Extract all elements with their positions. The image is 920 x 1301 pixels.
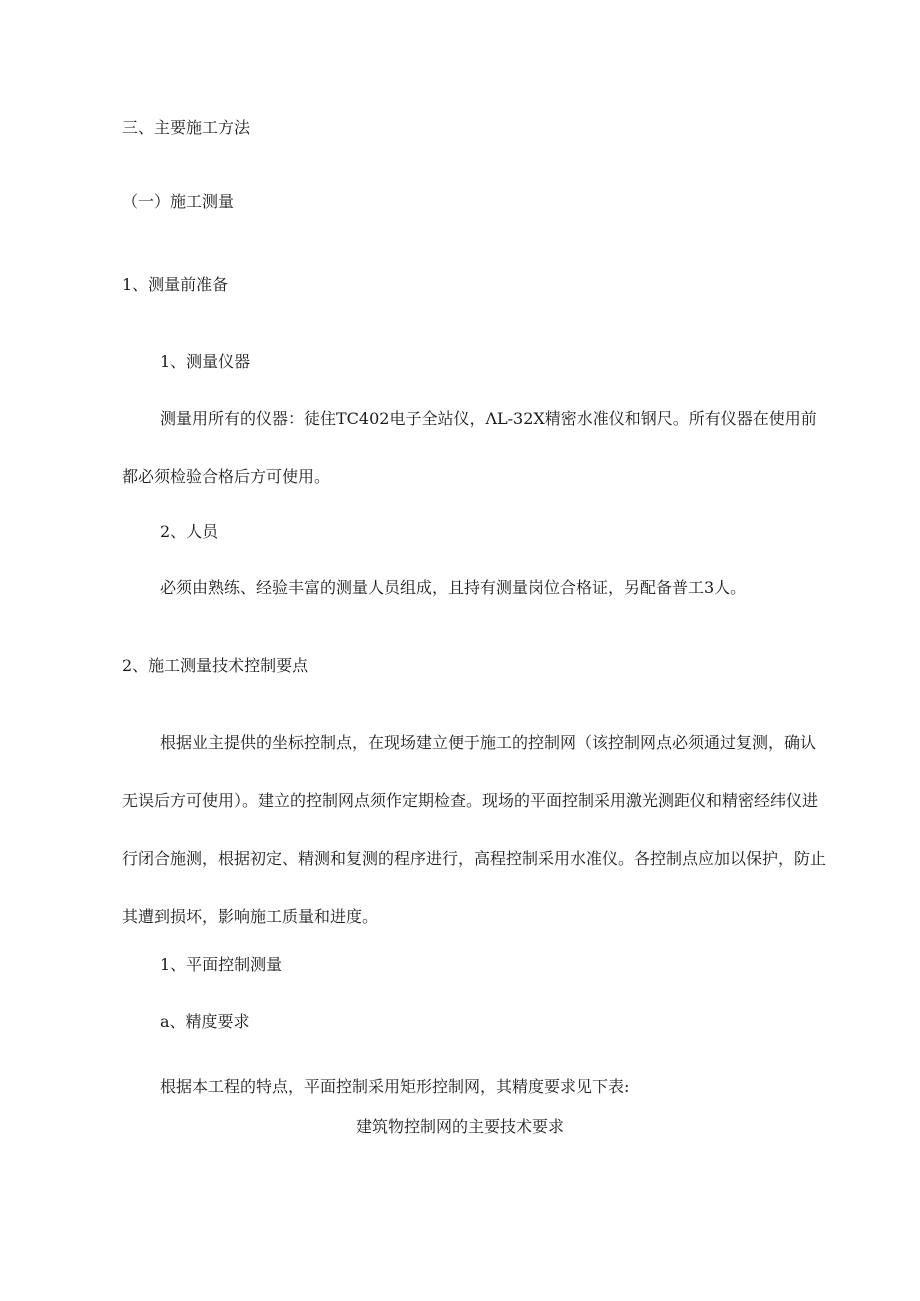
heading-preparation: 1、测量前准备	[122, 275, 229, 294]
section-heading: 三、主要施工方法	[122, 118, 251, 137]
heading-precision: a、精度要求	[160, 1012, 250, 1031]
paragraph-instruments: 测量用所有的仪器：徒住TC402电子全站仪，ΛL-32X精密水准仪和钢尺。所有仪器在使用前都必须检验合格后方可使用。	[122, 409, 817, 486]
heading-staff: 2、人员	[160, 522, 219, 541]
subsection-heading: （一）施工测量	[122, 192, 235, 211]
heading-instruments: 1、测量仪器	[160, 352, 251, 371]
table-title: 建筑物控制网的主要技术要求	[355, 1117, 564, 1136]
paragraph-precision: 根据本工程的特点，平面控制采用矩形控制网，其精度要求见下表:	[160, 1077, 630, 1096]
paragraph-control: 根据业主提供的坐标控制点，在现场建立便于施工的控制网（该控制网点必须通过复测，确认无误后方可使用）。建立的控制网点须作定期检查。现场的平面控制采用激光测距仪和精密经纬仪进行闭合施测，根据初定、精测和复测的程序进行，高程控制采用水准仪。各控制点应加以保护，防止其遭到损坏，影响施工质量和进度。	[122, 733, 827, 926]
heading-plane-control: 1、平面控制测量	[160, 955, 283, 974]
heading-control-points: 2、施工测量技术控制要点	[122, 656, 309, 675]
paragraph-staff: 必须由熟练、经验丰富的测量人员组成，且持有测量岗位合格证，另配备普工3人。	[160, 578, 747, 597]
